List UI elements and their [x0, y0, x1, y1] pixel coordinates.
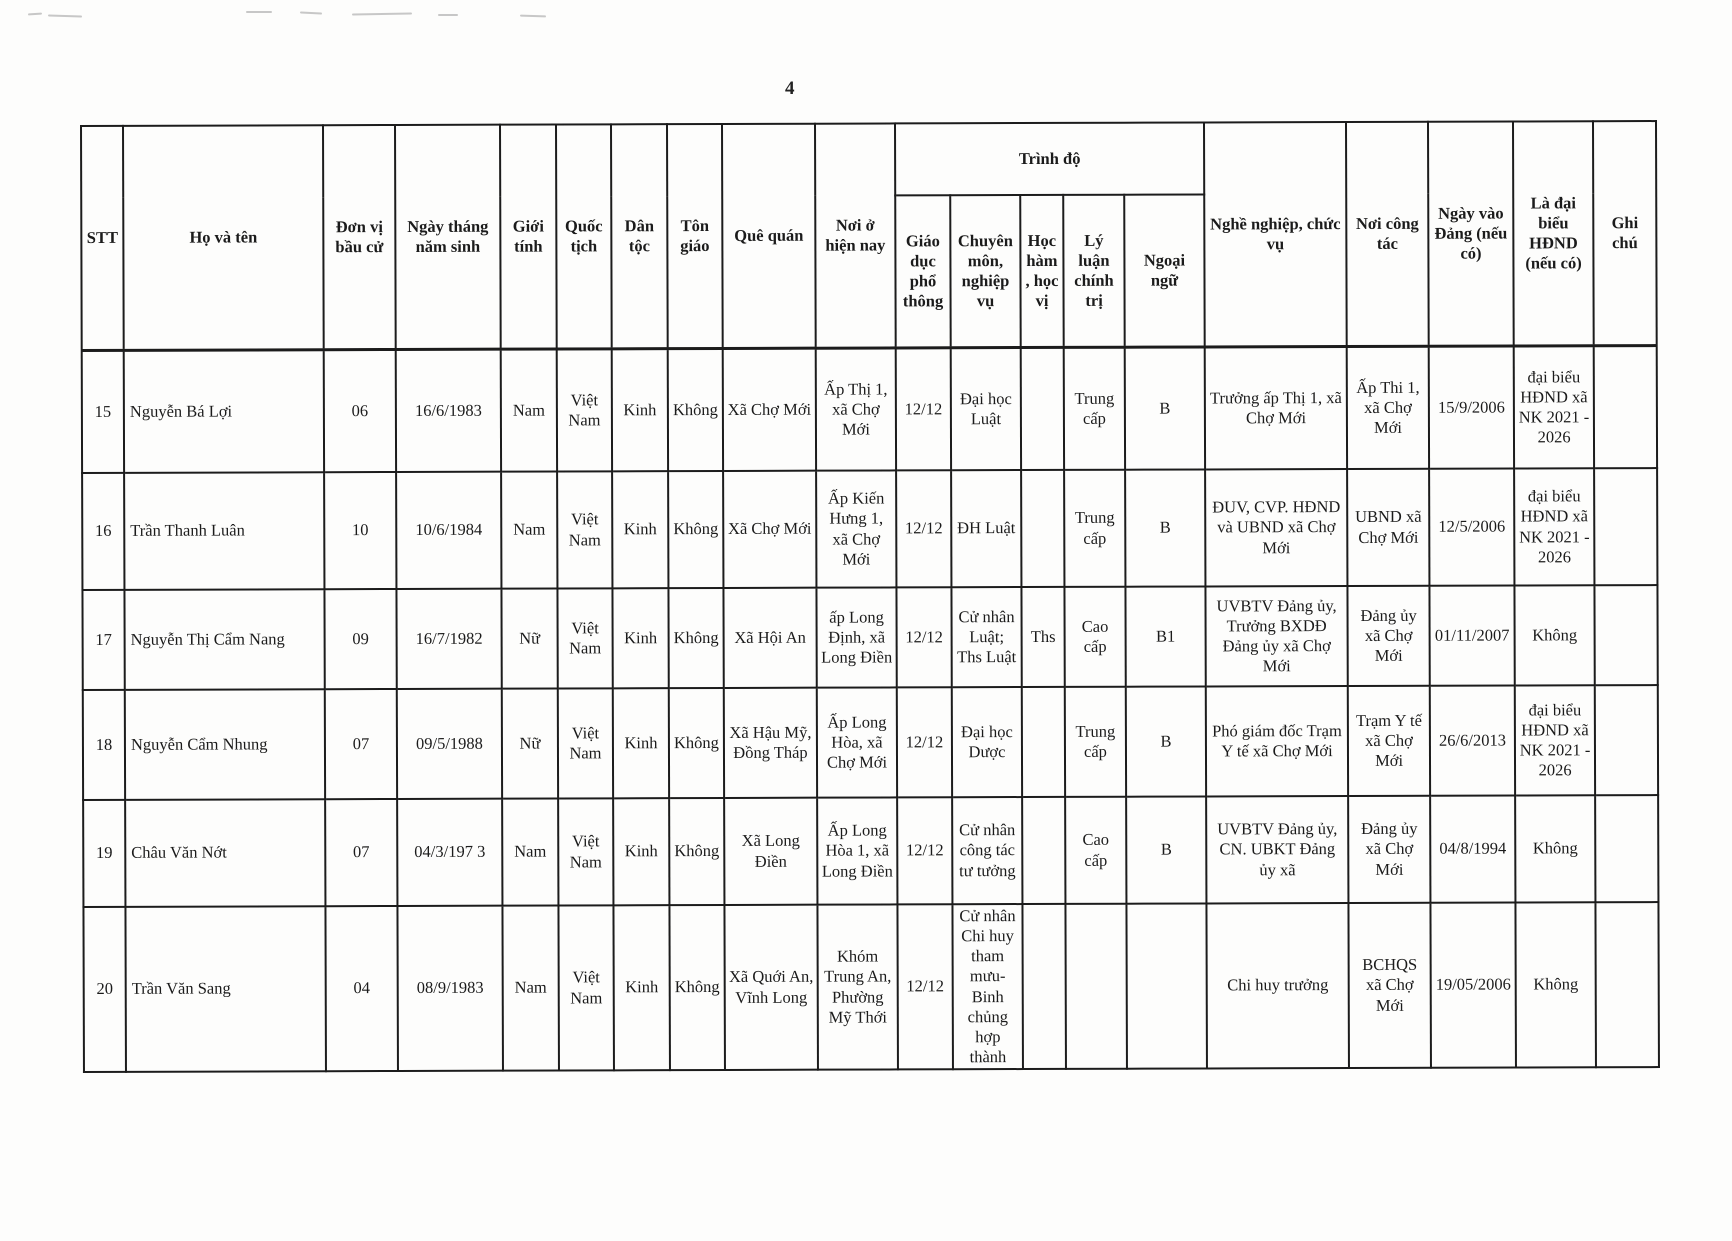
cell-ngay-vao-dang: 19/05/2006	[1431, 902, 1517, 1067]
cell-ho-va-ten: Trần Văn Sang	[125, 906, 326, 1072]
cell-ghi-chu	[1594, 468, 1657, 585]
cell-quoc-tich: Việt Nam	[557, 471, 612, 588]
cell-noi-cong-tac: BCHQS xã Chợ Mới	[1349, 903, 1432, 1068]
cell-ghi-chu	[1595, 585, 1658, 685]
header-la-dai-bieu-hdnd: Là đại biểu HĐND (nếu có)	[1513, 121, 1594, 345]
cell-ngoai-ngu: B1	[1125, 586, 1205, 686]
header-ton-giao: Tôn giáo	[667, 124, 723, 348]
cell-dan-toc: Kinh	[613, 798, 669, 905]
cell-que-quan: Xã Quới An, Vĩnh Long	[724, 905, 818, 1070]
cell-ho-va-ten: Nguyễn Cẩm Nhung	[125, 689, 325, 800]
scan-artifact	[438, 14, 458, 16]
cell-gioi-tinh: Nam	[501, 472, 557, 589]
cell-dai-bieu-hdnd: đại biểu HĐND xã NK 2021 - 2026	[1515, 685, 1595, 795]
cell-chuyen-mon: Cử nhân công tác tư tưởng	[952, 797, 1022, 904]
cell-stt: 15	[82, 350, 124, 473]
cell-don-vi-bau-cu: 09	[324, 589, 396, 689]
scan-artifact	[48, 14, 82, 17]
header-trinh-do: Trình độ	[895, 122, 1204, 195]
cell-noi-cong-tac: Trạm Y tế xã Chợ Mới	[1348, 686, 1430, 796]
header-dan-toc: Dân tộc	[611, 124, 668, 348]
cell-ly-luan: Trung cấp	[1064, 470, 1125, 587]
cell-ton-giao: Không	[669, 905, 725, 1070]
cell-noi-cong-tac: Đảng ủy xã Chợ Mới	[1348, 796, 1430, 903]
cell-don-vi-bau-cu: 07	[325, 799, 397, 906]
cell-gioi-tinh: Nam	[502, 906, 559, 1071]
cell-ton-giao: Không	[668, 588, 723, 688]
cell-stt: 18	[83, 690, 125, 800]
cell-hoc-ham	[1022, 687, 1065, 797]
header-que-quan: Quê quán	[722, 124, 816, 348]
cell-ghi-chu	[1595, 685, 1658, 795]
header-ghi-chu: Ghi chú	[1593, 121, 1657, 345]
page-number: 4	[785, 78, 795, 99]
table-row	[82, 468, 1657, 590]
cell-gioi-tinh: Nữ	[502, 689, 558, 799]
table-body	[82, 345, 1659, 1072]
scan-artifact	[300, 11, 322, 14]
cell-gdpt: 12/12	[897, 797, 952, 904]
cell-ho-va-ten: Trần Thanh Luân	[124, 472, 324, 590]
cell-ly-luan: Trung cấp	[1064, 347, 1125, 470]
header-noi-o-hien-nay: Nơi ở hiện nay	[815, 123, 896, 347]
cell-ngay-vao-dang: 12/5/2006	[1429, 468, 1514, 585]
cell-ngoai-ngu: B	[1126, 796, 1206, 903]
cell-dai-bieu-hdnd: Không	[1515, 585, 1595, 685]
cell-chuyen-mon: Cử nhân Luật; Ths Luật	[951, 587, 1021, 687]
cell-que-quan: Xã Hậu Mỹ, Đồng Tháp	[724, 688, 817, 798]
header-noi-cong-tac: Nơi công tác	[1346, 122, 1429, 346]
table-header	[81, 121, 1657, 350]
cell-noi-o: Ấp Kiến Hưng 1, xã Chợ Mới	[816, 470, 896, 587]
header-quoc-tich: Quốc tịch	[556, 124, 612, 348]
cell-que-quan: Xã Chợ Mới	[723, 348, 816, 471]
cell-stt: 17	[82, 590, 124, 690]
cell-noi-cong-tac: Đảng ủy xã Chợ Mới	[1348, 586, 1430, 686]
cell-ly-luan: Cao cấp	[1064, 587, 1125, 687]
scan-artifact	[520, 15, 546, 18]
cell-hoc-ham	[1022, 904, 1066, 1069]
cell-que-quan: Xã Long Điền	[724, 798, 817, 905]
cell-que-quan: Xã Chợ Mới	[723, 471, 816, 588]
cell-quoc-tich: Việt Nam	[558, 905, 614, 1070]
cell-ly-luan: Cao cấp	[1065, 797, 1126, 904]
cell-ngay-vao-dang: 26/6/2013	[1430, 685, 1515, 795]
cell-don-vi-bau-cu: 10	[324, 472, 396, 589]
cell-ngoai-ngu: B	[1126, 686, 1206, 796]
cell-gioi-tinh: Nam	[501, 349, 557, 472]
cell-nghe-nghiep: Phó giám đốc Trạm Y tế xã Chợ Mới	[1206, 686, 1348, 796]
cell-ngoai-ngu	[1126, 903, 1207, 1068]
table-row	[83, 685, 1658, 800]
header-ngay-thang-nam-sinh: Ngày tháng năm sinh	[395, 125, 501, 349]
cell-hoc-ham	[1021, 347, 1064, 470]
cell-ton-giao: Không	[669, 688, 724, 798]
cell-nghe-nghiep: Chi huy trưởng	[1207, 903, 1350, 1068]
cell-don-vi-bau-cu: 07	[325, 689, 397, 799]
cell-noi-o: Khóm Trung An, Phường Mỹ Thới	[817, 904, 898, 1069]
header-ly-luan-chinh-tri: Lý luận chính trị	[1063, 195, 1124, 347]
cell-noi-o: Ấp Thị 1, xã Chợ Mới	[816, 347, 896, 470]
header-chuyen-mon-nghiep-vu: Chuyên môn, nghiệp vụ	[950, 195, 1020, 347]
header-don-vi-bau-cu: Đơn vị bầu cử	[323, 125, 396, 349]
cell-gioi-tinh: Nam	[502, 799, 558, 906]
cell-dai-bieu-hdnd: Không	[1515, 795, 1595, 902]
cell-don-vi-bau-cu: 04	[325, 906, 398, 1071]
cell-dan-toc: Kinh	[612, 348, 668, 471]
header-gioi-tinh: Giới tính	[500, 125, 557, 349]
cell-dan-toc: Kinh	[612, 588, 668, 688]
cell-dai-bieu-hdnd: đại biểu HĐND xã NK 2021 - 2026	[1514, 468, 1594, 585]
cell-ngay-sinh: 16/7/1982	[396, 589, 501, 689]
cell-gdpt: 12/12	[896, 470, 951, 587]
cell-ngay-vao-dang: 01/11/2007	[1430, 585, 1515, 685]
cell-quoc-tich: Việt Nam	[557, 588, 612, 688]
cell-ngay-sinh: 10/6/1984	[396, 472, 501, 589]
cell-noi-cong-tac: UBND xã Chợ Mới	[1347, 469, 1429, 586]
cell-chuyen-mon: ĐH Luật	[951, 470, 1021, 587]
cell-nghe-nghiep: ĐUV, CVP. HĐND và UBND xã Chợ Mới	[1205, 469, 1347, 586]
header-nghe-nghiep-chuc-vu: Nghề nghiệp, chức vụ	[1204, 122, 1347, 346]
scan-artifact	[246, 11, 272, 13]
cell-quoc-tich: Việt Nam	[558, 688, 613, 798]
cell-dai-bieu-hdnd: Không	[1516, 902, 1597, 1067]
table-row	[83, 795, 1658, 907]
cell-gdpt: 12/12	[896, 587, 951, 687]
header-ngoai-ngu: Ngoại ngữ	[1124, 194, 1205, 346]
header-stt: STT	[81, 126, 124, 350]
cell-noi-o: Ấp Long Hòa, xã Chợ Mới	[817, 687, 897, 797]
cell-quoc-tich: Việt Nam	[557, 348, 612, 471]
cell-ton-giao: Không	[669, 798, 724, 905]
cell-ngay-sinh: 16/6/1983	[396, 349, 501, 472]
header-hoc-ham-hoc-vi: Học hàm, học vị	[1020, 195, 1063, 347]
cell-noi-o: Ấp Long Hòa 1, xã Long Điền	[817, 797, 897, 904]
cell-ho-va-ten: Nguyễn Thị Cẩm Nang	[124, 589, 324, 690]
cell-ghi-chu	[1596, 902, 1660, 1067]
cell-ton-giao: Không	[668, 471, 723, 588]
cell-noi-o: ấp Long Định, xã Long Điền	[816, 587, 896, 687]
cell-ly-luan	[1065, 904, 1127, 1069]
cell-don-vi-bau-cu: 06	[324, 349, 396, 472]
cell-gdpt: 12/12	[897, 687, 952, 797]
table-row	[83, 902, 1659, 1072]
cell-ngay-vao-dang: 15/9/2006	[1429, 345, 1514, 468]
cell-noi-cong-tac: Ấp Thi 1, xã Chợ Mới	[1347, 346, 1429, 469]
cell-ngay-vao-dang: 04/8/1994	[1430, 795, 1515, 902]
cell-stt: 19	[83, 800, 125, 907]
candidate-table	[80, 120, 1660, 1073]
cell-chuyen-mon: Đại học Luật	[951, 347, 1021, 470]
cell-hoc-ham	[1022, 797, 1065, 904]
table-row	[82, 585, 1657, 690]
cell-stt: 20	[83, 907, 126, 1072]
cell-gdpt: 12/12	[896, 347, 951, 470]
cell-ngay-sinh: 08/9/1983	[397, 906, 503, 1071]
header-giao-duc-pho-thong: Giáo dục phổ thông	[895, 195, 950, 347]
cell-hoc-ham: Ths	[1021, 587, 1064, 687]
cell-ngay-sinh: 04/3/197 3	[397, 799, 502, 906]
cell-stt: 16	[82, 473, 124, 590]
cell-gdpt: 12/12	[897, 904, 953, 1069]
cell-chuyen-mon: Cử nhân Chi huy tham mưu- Binh chủng hợp thành	[952, 904, 1023, 1069]
cell-dan-toc: Kinh	[613, 905, 670, 1070]
cell-nghe-nghiep: UVBTV Đảng ủy, CN. UBKT Đảng ủy xã	[1206, 796, 1348, 903]
cell-hoc-ham	[1021, 470, 1064, 587]
cell-que-quan: Xã Hội An	[723, 588, 816, 688]
cell-dai-bieu-hdnd: đại biểu HĐND xã NK 2021 - 2026	[1514, 345, 1594, 468]
header-ngay-vao-dang: Ngày vào Đảng (nếu có)	[1428, 121, 1514, 345]
cell-ghi-chu	[1594, 345, 1657, 468]
cell-dan-toc: Kinh	[613, 688, 669, 798]
cell-ho-va-ten: Nguyễn Bá Lợi	[124, 349, 324, 473]
cell-nghe-nghiep: Trưởng ấp Thị 1, xã Chợ Mới	[1205, 346, 1347, 469]
cell-ghi-chu	[1595, 795, 1658, 902]
cell-ngoai-ngu: B	[1125, 346, 1205, 469]
cell-ho-va-ten: Châu Văn Nớt	[125, 799, 325, 907]
cell-chuyen-mon: Đại học Dược	[952, 687, 1022, 797]
cell-nghe-nghiep: UVBTV Đảng ủy, Trưởng BXDĐ Đảng ủy xã Chợ Mới	[1206, 586, 1348, 686]
scan-artifact	[28, 13, 42, 16]
cell-ton-giao: Không	[668, 348, 723, 471]
scan-artifact	[352, 12, 412, 15]
header-ho-va-ten: Họ và tên	[123, 125, 324, 350]
cell-ngay-sinh: 09/5/1988	[397, 689, 502, 799]
cell-ly-luan: Trung cấp	[1065, 687, 1126, 797]
cell-gioi-tinh: Nữ	[501, 589, 557, 689]
cell-ngoai-ngu: B	[1125, 469, 1205, 586]
table-row	[82, 345, 1657, 473]
cell-quoc-tich: Việt Nam	[558, 798, 613, 905]
cell-dan-toc: Kinh	[612, 471, 668, 588]
